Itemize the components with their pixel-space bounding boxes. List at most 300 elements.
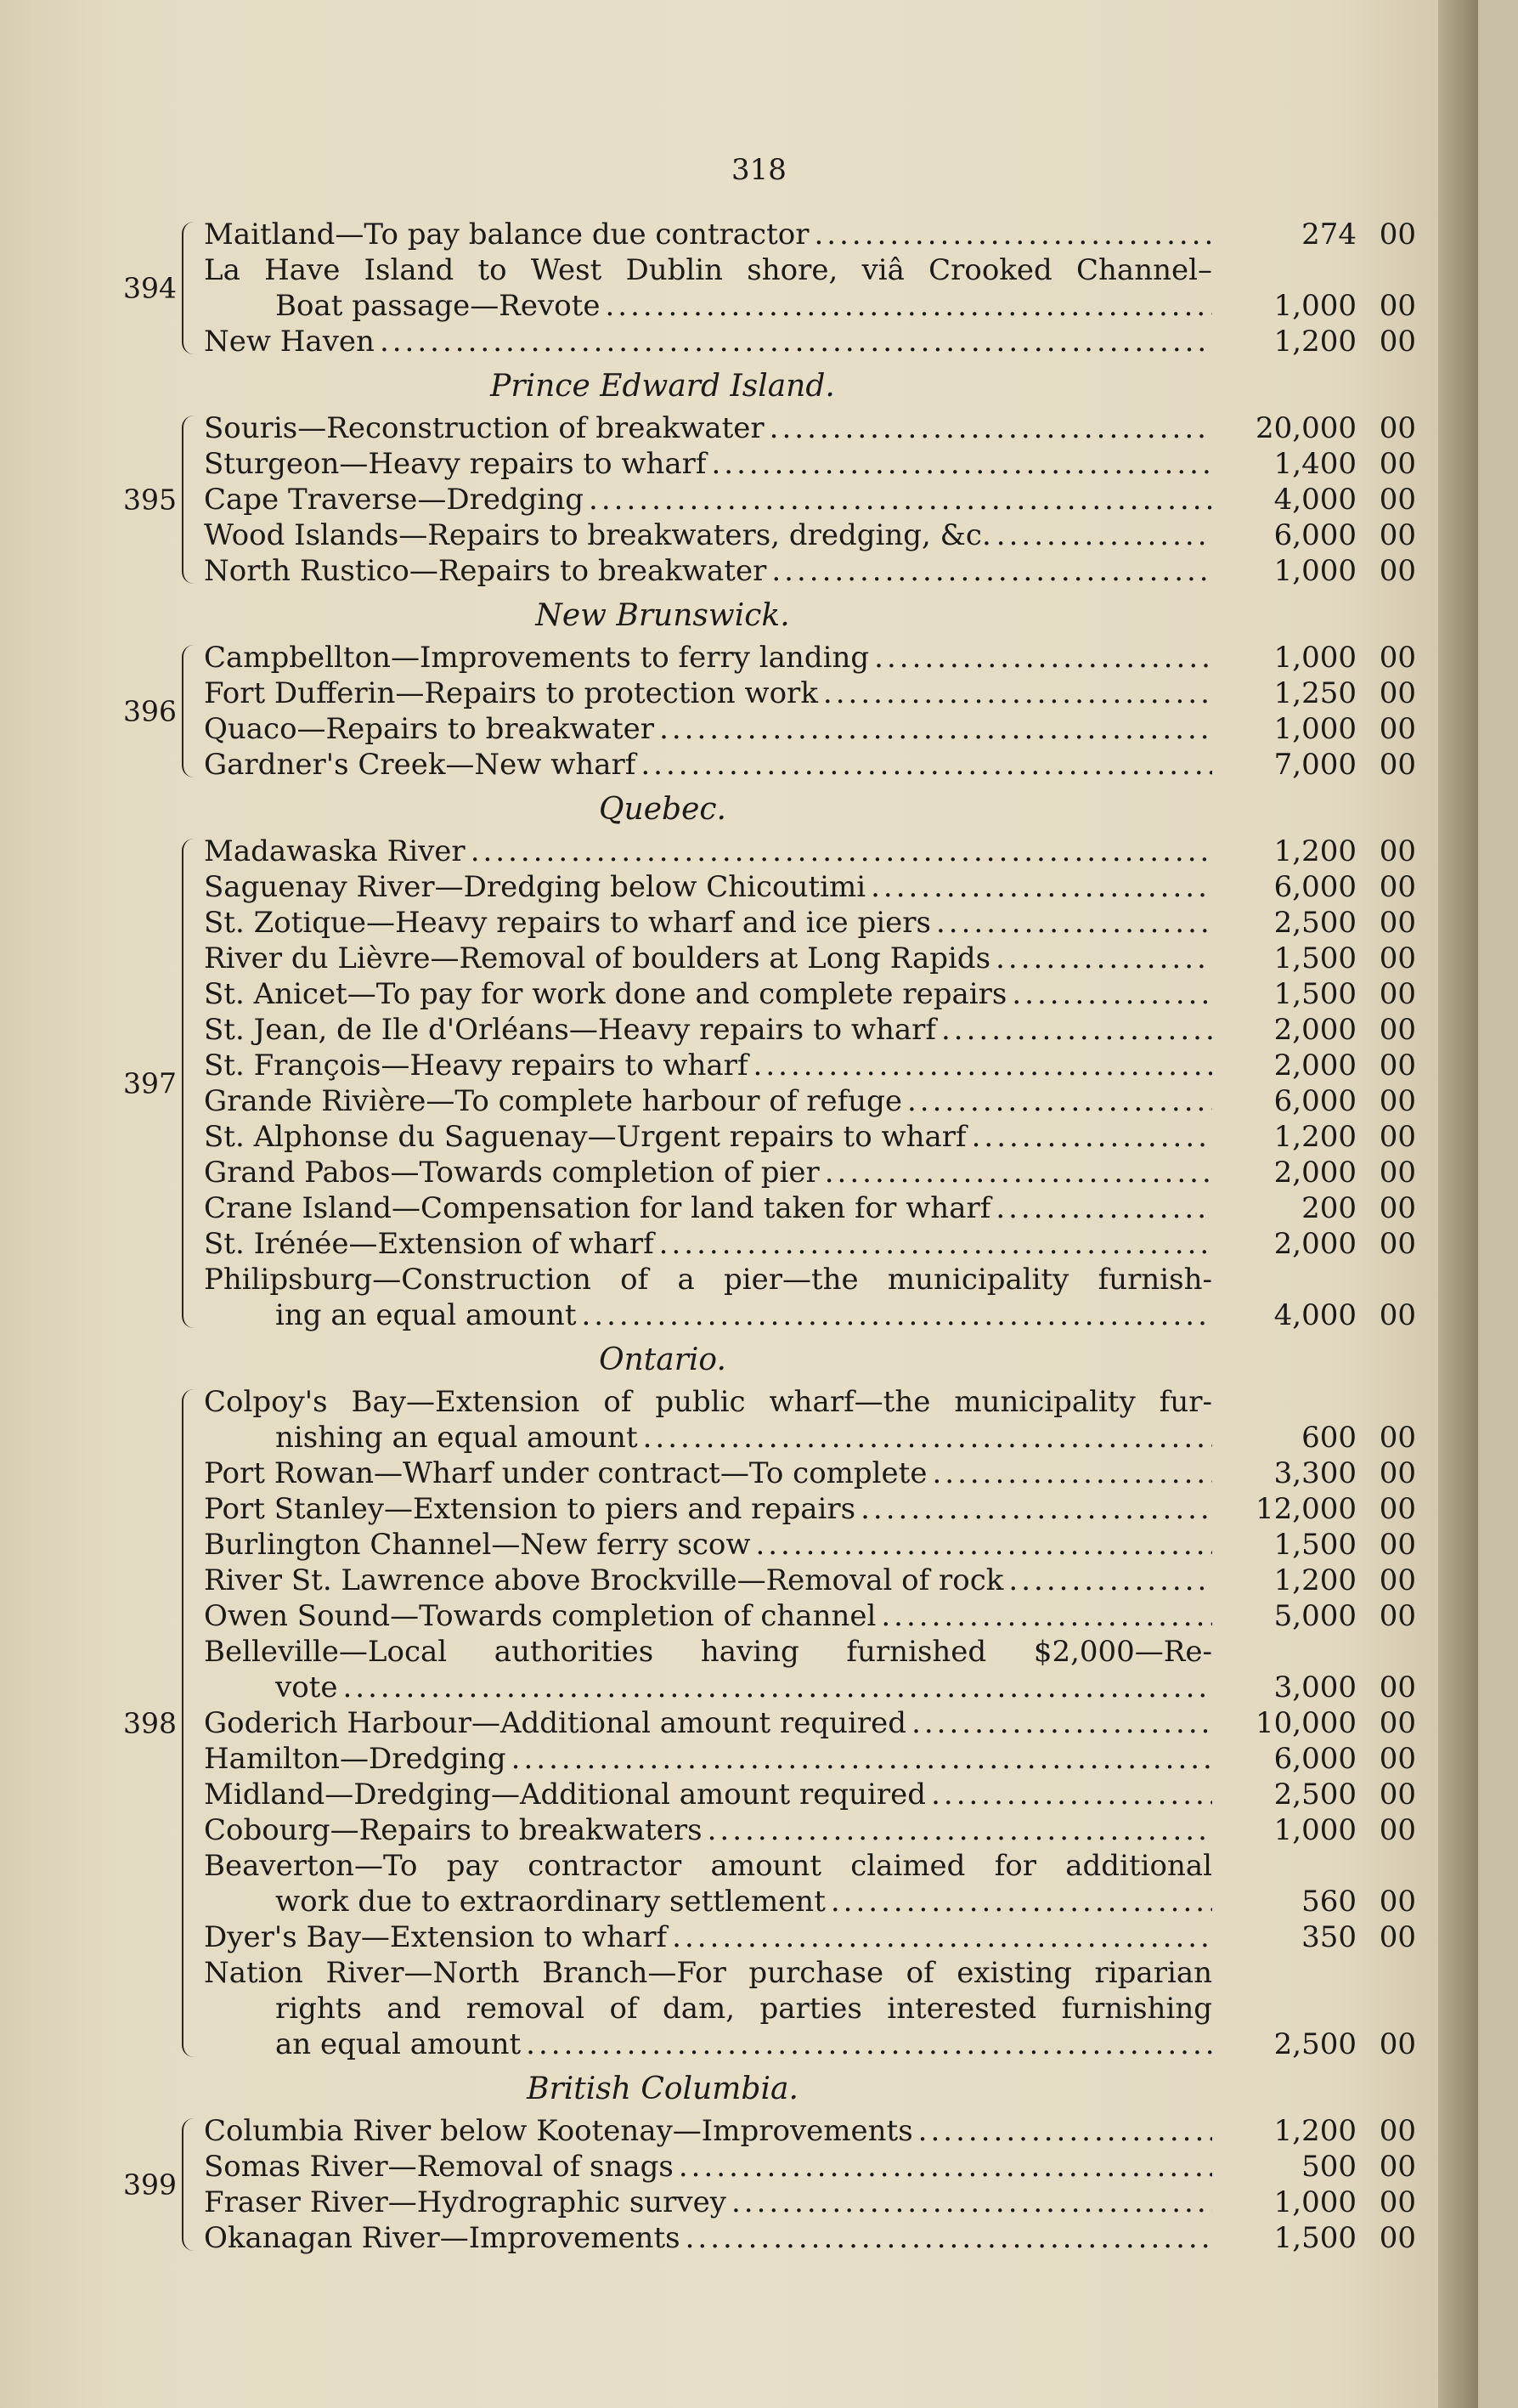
item-description [204, 834, 1212, 869]
item-description [204, 675, 1212, 711]
amount-cents: 00 [1379, 447, 1416, 481]
description-text: North Rustico—Repairs to breakwater [204, 554, 767, 588]
dot-leader [825, 1155, 1212, 1190]
dot-leader [755, 1527, 1212, 1563]
description-text: nishing an equal amount [275, 1421, 638, 1455]
dot-leader [931, 1777, 1212, 1812]
amount-cents: 00 [1379, 1742, 1416, 1776]
item-description [204, 905, 1212, 941]
vote-number: 395 [123, 483, 177, 517]
group-brace [182, 645, 195, 777]
vote-group [110, 410, 1436, 589]
description-last-line [204, 1048, 1212, 1083]
amount-dollars: 1,200 [1273, 325, 1357, 359]
amount-dollars: 20,000 [1256, 411, 1357, 445]
amount-cents: 00 [1379, 977, 1416, 1011]
description-text: Goderich Harbour—Additional amount required [204, 1706, 907, 1740]
amount-cents: 00 [1379, 411, 1416, 445]
appropriation-row [204, 1083, 1436, 1119]
appropriation-row [204, 711, 1436, 747]
amount-dollars: 1,000 [1273, 2185, 1357, 2219]
amount-cents: 00 [1379, 1156, 1416, 1190]
amount-dollars: 7,000 [1273, 748, 1357, 782]
amount-dollars: 2,000 [1273, 1156, 1357, 1190]
amount-cents: 00 [1379, 1599, 1416, 1633]
item-description [204, 1155, 1212, 1190]
amount-cents: 00 [1379, 1013, 1416, 1047]
group-brace [182, 2118, 195, 2251]
amount-dollars: 2,000 [1273, 1227, 1357, 1261]
amount-cents: 00 [1379, 325, 1416, 359]
description-last-line [204, 1919, 1212, 1955]
amount-cents: 00 [1379, 1528, 1416, 1562]
amount-dollars: 600 [1301, 1421, 1357, 1455]
description-text: an equal amount [275, 2027, 522, 2061]
description-text: Okanagan River—Improvements [204, 2221, 680, 2255]
item-description [204, 1012, 1212, 1048]
dot-leader [881, 1598, 1212, 1634]
group-brace [182, 1389, 195, 2057]
description-last-line [204, 1297, 1212, 1333]
appropriation-row [204, 976, 1436, 1012]
description-text: Columbia River below Kootenay—Improvements [204, 2114, 913, 2148]
appropriation-row [204, 1048, 1436, 1083]
item-description [204, 1598, 1212, 1634]
vote-number: 394 [123, 271, 177, 305]
item-description [204, 1563, 1212, 1598]
description-text: St. Zotique—Heavy repairs to wharf and ice piers [204, 906, 931, 940]
description-last-line [204, 1705, 1212, 1741]
appropriation-row [204, 1705, 1436, 1741]
item-description [204, 2220, 1212, 2256]
item-description [204, 1190, 1212, 1226]
description-last-line [204, 553, 1212, 589]
amount-dollars: 1,000 [1273, 289, 1357, 323]
description-last-line [204, 517, 1212, 553]
description-last-line [204, 1456, 1212, 1491]
item-description [204, 1226, 1212, 1262]
appropriation-row [204, 941, 1436, 976]
amount-dollars: 560 [1301, 1885, 1357, 1919]
group-brace [182, 415, 195, 584]
description-last-line [204, 1226, 1212, 1262]
item-description [204, 1848, 1212, 1919]
amount-cents: 00 [1379, 554, 1416, 588]
item-description [204, 217, 1212, 252]
dot-leader [711, 446, 1212, 482]
description-text: La Have Island to West Dublin shore, viâ Crooked Channel– [204, 253, 1212, 287]
amount-dollars: 1,200 [1273, 834, 1357, 868]
dot-leader [814, 217, 1212, 252]
appropriation-row [204, 905, 1436, 941]
appropriations-list [110, 217, 1436, 2259]
description-text: Grand Pabos—Towards completion of pier [204, 1156, 820, 1190]
amount-dollars: 500 [1301, 2150, 1357, 2184]
item-description [204, 1262, 1212, 1333]
dot-leader [605, 288, 1212, 324]
description-text: Nation River—North Branch—For purchase of existing riparian [204, 1956, 1212, 1990]
vote-group [110, 2113, 1436, 2256]
amount-cents: 00 [1379, 870, 1416, 904]
amount-cents: 00 [1379, 676, 1416, 710]
item-description [204, 1456, 1212, 1491]
description-text: New Haven [204, 325, 375, 359]
description-last-line [204, 1119, 1212, 1155]
description-last-line [204, 2149, 1212, 2185]
description-last-line [204, 324, 1212, 359]
dot-leader [871, 869, 1212, 905]
appropriation-row [204, 1226, 1436, 1262]
item-description [204, 252, 1212, 324]
dot-leader [640, 747, 1212, 783]
description-text: River du Lièvre—Removal of boulders at Long Rapids [204, 941, 991, 975]
appropriation-row [204, 1384, 1436, 1456]
description-text: Madawaska River [204, 834, 466, 868]
dot-leader [686, 2220, 1212, 2256]
amount-cents: 00 [1379, 1191, 1416, 1225]
vote-items [204, 640, 1436, 783]
description-text: Grande Rivière—To complete harbour of refuge [204, 1084, 902, 1118]
appropriation-row [204, 252, 1436, 324]
amount-dollars: 1,400 [1273, 447, 1357, 481]
appropriation-row [204, 1527, 1436, 1563]
item-description [204, 1777, 1212, 1812]
vote-items [204, 410, 1436, 589]
description-last-line [204, 1012, 1212, 1048]
description-text: St. Alphonse du Saguenay—Urgent repairs to wharf [204, 1120, 967, 1154]
description-last-line [204, 747, 1212, 783]
description-text: Souris—Reconstruction of breakwater [204, 411, 765, 445]
item-description [204, 640, 1212, 675]
description-last-line [204, 941, 1212, 976]
amount-dollars: 200 [1301, 1191, 1357, 1225]
vote-items [204, 834, 1436, 1333]
item-description [204, 1634, 1212, 1705]
amount-dollars: 4,000 [1273, 483, 1357, 517]
dot-leader [380, 324, 1212, 359]
amount-cents: 00 [1379, 1120, 1416, 1154]
appropriation-row [204, 1262, 1436, 1333]
page-edge-shadow [1438, 0, 1478, 2408]
amount-cents: 00 [1379, 1813, 1416, 1847]
description-text: Burlington Channel—New ferry scow [204, 1528, 751, 1562]
section-heading: New Brunswick. [535, 598, 790, 633]
amount-cents: 00 [1379, 1049, 1416, 1082]
vote-group [110, 1384, 1436, 2062]
description-last-line [204, 1812, 1212, 1848]
dot-leader [1008, 1563, 1212, 1598]
description-last-line [204, 217, 1212, 252]
appropriation-row [204, 1955, 1436, 2062]
dot-leader [659, 1226, 1212, 1262]
appropriation-row [204, 1119, 1436, 1155]
amount-cents: 00 [1379, 1778, 1416, 1812]
item-description [204, 2149, 1212, 2185]
amount-cents: 00 [1379, 1563, 1416, 1597]
description-text: Sturgeon—Heavy repairs to wharf [204, 447, 707, 481]
item-description [204, 747, 1212, 783]
description-text: Dyer's Bay—Extension to wharf [204, 1920, 668, 1954]
dot-leader [907, 1083, 1212, 1119]
appropriation-row [204, 446, 1436, 482]
amount-cents: 00 [1379, 2221, 1416, 2255]
item-description [204, 941, 1212, 976]
group-brace [182, 839, 195, 1328]
description-text: St. Irénée—Extension of wharf [204, 1227, 654, 1261]
appropriation-row [204, 1777, 1436, 1812]
description-text: Fraser River—Hydrographic survey [204, 2185, 726, 2219]
amount-dollars: 12,000 [1256, 1492, 1357, 1526]
appropriation-row [204, 1634, 1436, 1705]
appropriation-row [204, 1012, 1436, 1048]
dot-leader [589, 482, 1212, 517]
amount-dollars: 5,000 [1273, 1599, 1357, 1633]
item-description [204, 1812, 1212, 1848]
amount-dollars: 3,300 [1273, 1456, 1357, 1490]
description-last-line [204, 1190, 1212, 1226]
item-description [204, 1048, 1212, 1083]
description-last-line [204, 1155, 1212, 1190]
description-text: St. Jean, de Ile d'Orléans—Heavy repairs to wharf [204, 1013, 936, 1047]
item-description [204, 2185, 1212, 2220]
amount-dollars: 1,000 [1273, 641, 1357, 675]
description-text: rights and removal of dam, parties interested furnishing [275, 1992, 1212, 2026]
item-description [204, 324, 1212, 359]
amount-cents: 00 [1379, 1456, 1416, 1490]
item-description [204, 1119, 1212, 1155]
description-text: Port Rowan—Wharf under contract—To complete [204, 1456, 928, 1490]
dot-leader [996, 1190, 1212, 1226]
appropriation-row [204, 675, 1436, 711]
description-last-line [204, 1598, 1212, 1634]
item-description [204, 976, 1212, 1012]
description-last-line [204, 1083, 1212, 1119]
description-text: Maitland—To pay balance due contractor [204, 218, 810, 252]
vote-number: 398 [123, 1706, 177, 1740]
appropriation-row [204, 834, 1436, 869]
appropriation-row [204, 640, 1436, 675]
vote-number: 399 [123, 2168, 177, 2202]
amount-dollars: 1,000 [1273, 1813, 1357, 1847]
dot-leader [874, 640, 1212, 675]
amount-cents: 00 [1379, 2150, 1416, 2184]
description-text: work due to extraordinary settlement [275, 1885, 826, 1919]
dot-leader [770, 410, 1212, 446]
description-last-line [204, 1491, 1212, 1527]
description-last-line [204, 446, 1212, 482]
dot-leader [918, 2113, 1212, 2149]
amount-dollars: 1,500 [1273, 941, 1357, 975]
amount-dollars: 10,000 [1256, 1706, 1357, 1740]
appropriation-row [204, 410, 1436, 446]
appropriation-row [204, 2149, 1436, 2185]
dot-leader [708, 1812, 1212, 1848]
amount-cents: 00 [1379, 2114, 1416, 2148]
amount-cents: 00 [1379, 712, 1416, 746]
amount-cents: 00 [1379, 1227, 1416, 1261]
item-description [204, 1083, 1212, 1119]
dot-leader [679, 2149, 1212, 2185]
item-description [204, 869, 1212, 905]
description-text: Hamilton—Dredging [204, 1742, 506, 1776]
dot-leader [753, 1048, 1212, 1083]
description-last-line [204, 410, 1212, 446]
amount-dollars: 274 [1301, 218, 1357, 252]
vote-number: 397 [123, 1066, 177, 1100]
amount-cents: 00 [1379, 2027, 1416, 2061]
amount-cents: 00 [1379, 1706, 1416, 1740]
dot-leader [911, 1705, 1212, 1741]
amount-dollars: 1,200 [1273, 2114, 1357, 2148]
dot-leader [996, 941, 1212, 976]
amount-dollars: 2,000 [1273, 1013, 1357, 1047]
description-last-line [204, 905, 1212, 941]
amount-dollars: 1,500 [1273, 977, 1357, 1011]
amount-dollars: 1,200 [1273, 1120, 1357, 1154]
item-description [204, 553, 1212, 589]
dot-leader [972, 1119, 1212, 1155]
appropriation-row [204, 1563, 1436, 1598]
description-last-line [204, 1777, 1212, 1812]
item-description [204, 1741, 1212, 1777]
description-last-line [204, 482, 1212, 517]
amount-cents: 00 [1379, 641, 1416, 675]
dot-leader [932, 1456, 1212, 1491]
section-heading: Prince Edward Island. [490, 369, 835, 404]
description-last-line [204, 869, 1212, 905]
description-text: Midland—Dredging—Additional amount required [204, 1778, 927, 1812]
amount-dollars: 1,500 [1273, 1528, 1357, 1562]
section-heading: Ontario. [599, 1342, 726, 1377]
description-text: Philipsburg—Construction of a pier—the municipality furnish- [204, 1263, 1212, 1297]
amount-cents: 00 [1379, 1920, 1416, 1954]
appropriation-row [204, 1190, 1436, 1226]
appropriation-row [204, 869, 1436, 905]
dot-leader [672, 1919, 1212, 1955]
amount-cents: 00 [1379, 1492, 1416, 1526]
appropriation-row [204, 324, 1436, 359]
vote-number: 396 [123, 694, 177, 728]
description-last-line [204, 834, 1212, 869]
description-text: St. Anicet—To pay for work done and complete repairs [204, 977, 1007, 1011]
amount-cents: 00 [1379, 1885, 1416, 1919]
amount-dollars: 6,000 [1273, 1084, 1357, 1118]
description-text: vote [275, 1670, 338, 1704]
page-number: 318 [731, 153, 787, 187]
vote-items [204, 217, 1436, 359]
appropriation-row [204, 2220, 1436, 2256]
dot-leader [1012, 976, 1212, 1012]
description-last-line [204, 675, 1212, 711]
dot-leader [582, 1297, 1213, 1333]
vote-items [204, 1384, 1436, 2062]
section-heading: Quebec. [599, 792, 726, 827]
dot-leader [643, 1420, 1212, 1456]
amount-dollars: 2,000 [1273, 1049, 1357, 1082]
description-text: Colpoy's Bay—Extension of public wharf—the municipality fur- [204, 1385, 1212, 1419]
description-text: Port Stanley—Extension to piers and repairs [204, 1492, 856, 1526]
item-description [204, 482, 1212, 517]
description-text: Boat passage—Revote [275, 289, 601, 323]
description-last-line [204, 2026, 1212, 2062]
dot-leader [659, 711, 1212, 747]
amount-dollars: 6,000 [1273, 1742, 1357, 1776]
description-text: Cape Traverse—Dredging [204, 483, 584, 517]
appropriation-row [204, 2185, 1436, 2220]
amount-cents: 00 [1379, 1670, 1416, 1704]
appropriation-row [204, 1848, 1436, 1919]
description-text: Owen Sound—Towards completion of channel [204, 1599, 877, 1633]
item-description [204, 2113, 1212, 2149]
item-description [204, 446, 1212, 482]
dot-leader [936, 905, 1212, 941]
description-last-line [204, 1741, 1212, 1777]
dot-leader [731, 2185, 1212, 2220]
description-last-line [204, 711, 1212, 747]
item-description [204, 711, 1212, 747]
amount-dollars: 1,200 [1273, 1563, 1357, 1597]
amount-cents: 00 [1379, 1084, 1416, 1118]
amount-cents: 00 [1379, 906, 1416, 940]
description-text: Somas River—Removal of snags [204, 2150, 674, 2184]
description-last-line [204, 1670, 1212, 1705]
vote-items [204, 2113, 1436, 2256]
amount-dollars: 4,000 [1273, 1298, 1357, 1332]
amount-cents: 00 [1379, 483, 1416, 517]
amount-dollars: 3,000 [1273, 1670, 1357, 1704]
amount-cents: 00 [1379, 1421, 1416, 1455]
appropriation-row [204, 1155, 1436, 1190]
dot-leader [511, 1741, 1212, 1777]
description-last-line [204, 2220, 1212, 2256]
dot-leader [771, 553, 1212, 589]
item-description [204, 1919, 1212, 1955]
item-description [204, 1705, 1212, 1741]
appropriation-row [204, 553, 1436, 589]
description-last-line [204, 288, 1212, 324]
description-last-line [204, 1563, 1212, 1598]
amount-dollars: 1,000 [1273, 712, 1357, 746]
appropriation-row [204, 747, 1436, 783]
description-last-line [204, 1884, 1212, 1919]
description-text: Beaverton—To pay contractor amount claimed for additional [204, 1849, 1212, 1883]
description-last-line [204, 2113, 1212, 2149]
amount-dollars: 2,500 [1273, 2027, 1357, 2061]
vote-group [110, 640, 1436, 783]
amount-dollars: 1,000 [1273, 554, 1357, 588]
amount-cents: 00 [1379, 289, 1416, 323]
item-description [204, 517, 1212, 553]
appropriation-row [204, 1741, 1436, 1777]
description-text: ing an equal amount [275, 1298, 577, 1332]
description-text: Fort Dufferin—Repairs to protection work [204, 676, 818, 710]
appropriation-row [204, 482, 1436, 517]
description-last-line [204, 976, 1212, 1012]
amount-dollars: 2,500 [1273, 906, 1357, 940]
appropriation-row [204, 2113, 1436, 2149]
dot-leader [823, 675, 1212, 711]
description-last-line [204, 1527, 1212, 1563]
dot-leader [526, 2026, 1212, 2062]
vote-group [110, 217, 1436, 359]
appropriation-row [204, 217, 1436, 252]
amount-cents: 00 [1379, 1298, 1416, 1332]
amount-cents: 00 [1379, 834, 1416, 868]
dot-leader [861, 1491, 1212, 1527]
appropriation-row [204, 1491, 1436, 1527]
amount-cents: 00 [1379, 518, 1416, 552]
amount-dollars: 6,000 [1273, 518, 1357, 552]
